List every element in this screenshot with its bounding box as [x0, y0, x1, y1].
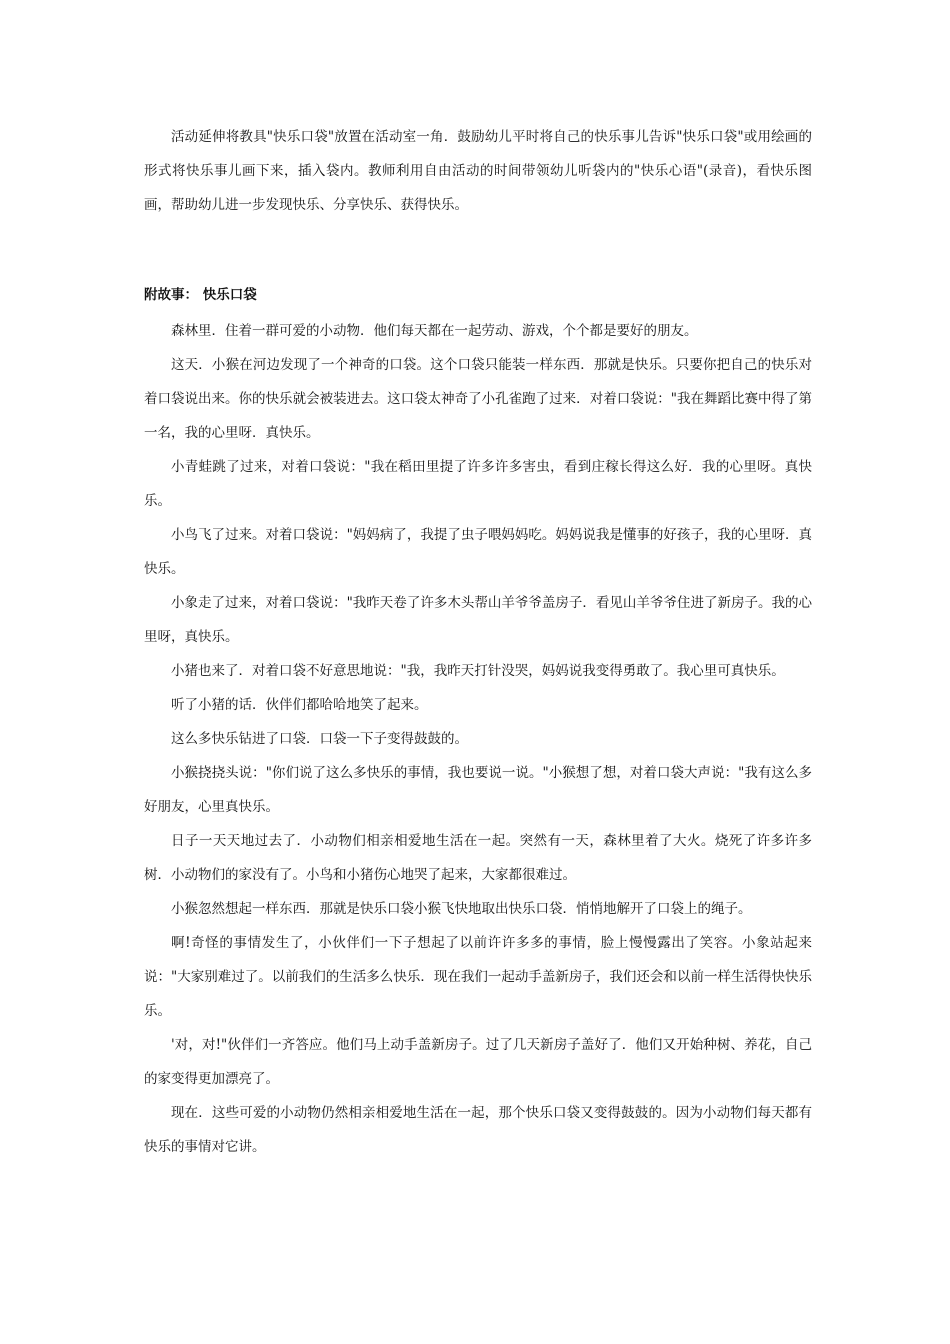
story-paragraph: 日子一天天地过去了．小动物们相亲相爱地生活在一起。突然有一天，森林里着了大火。烧死了许多许多树．小动物们的家没有了。小鸟和小猪伤心地哭了起来，大家都很难过。: [144, 833, 812, 883]
story-paragraph: 小猪也来了．对着口袋不好意思地说："我，我昨天打针没哭，妈妈说我变得勇敢了。我心里可真快乐。: [171, 663, 785, 679]
story-title: 附故事： 快乐口袋: [144, 287, 257, 303]
story-paragraph: 小猴挠挠头说："你们说了这么多快乐的事情，我也要说一说。"小猴想了想，对着口袋大声说："我有这么多好朋友，心里真快乐。: [144, 765, 812, 815]
story-body: [144, 314, 812, 1164]
story-paragraph: 现在．这些可爱的小动物仍然相亲相爱地生活在一起，那个快乐口袋又变得鼓鼓的。因为小动物们每天都有快乐的事情对它讲。: [144, 1105, 812, 1155]
story-paragraph: 啊!奇怪的事情发生了，小伙伴们一下子想起了以前许许多多的事情，脸上慢慢露出了笑容。小象站起来说："大家别难过了。以前我们的生活多么快乐．现在我们一起动手盖新房子，我们还会和以前一样生活得快快乐乐。: [144, 935, 812, 1019]
story-paragraph: 小象走了过来，对着口袋说："我昨天卷了许多木头帮山羊爷爷盖房子．看见山羊爷爷住进了新房子。我的心里呀，真快乐。: [144, 595, 812, 645]
story-paragraph: 小鸟飞了过来。对着口袋说："妈妈病了，我提了虫子喂妈妈吃。妈妈说我是懂事的好孩子，我的心里呀．真快乐。: [144, 527, 812, 577]
story-paragraph: 听了小猪的话．伙伴们都哈哈地笑了起来。: [171, 697, 428, 713]
story-paragraph: '对，对!"伙伴们一齐答应。他们马上动手盖新房子。过了几天新房子盖好了．他们又开始种树、养花，自己的家变得更加漂亮了。: [144, 1037, 812, 1087]
story-paragraph: 小青蛙跳了过来，对着口袋说："我在稻田里提了许多许多害虫，看到庄稼长得这么好．我的心里呀。真快乐。: [144, 459, 812, 509]
story-paragraph: 这天．小猴在河边发现了一个神奇的口袋。这个口袋只能装一样东西．那就是快乐。只要你把自己的快乐对着口袋说出来。你的快乐就会被装进去。这口袋太神奇了小孔雀跑了过来．对着口袋说："我在舞蹈比赛中得了第一名，我的心里呀．真快乐。: [144, 357, 812, 441]
story-paragraph: 森林里．住着一群可爱的小动物．他们每天都在一起劳动、游戏，个个都是要好的朋友。: [171, 323, 698, 339]
story-paragraph: 这么多快乐钻进了口袋．口袋一下子变得鼓鼓的。: [171, 731, 468, 747]
intro-paragraph: 活动延伸将教具"快乐口袋"放置在活动室一角．鼓励幼儿平时将自己的快乐事儿告诉"快乐口袋"或用绘画的形式将快乐事儿画下来，插入袋内。教师利用自由活动的时间带领幼儿听袋内的"快乐心语"(录音)，看快乐图画，帮助幼儿进一步发现快乐、分享快乐、获得快乐。: [144, 129, 812, 213]
story-paragraph: 小猴忽然想起一样东西．那就是快乐口袋小猴飞快地取出快乐口袋．悄悄地解开了口袋上的绳子。: [171, 901, 752, 917]
